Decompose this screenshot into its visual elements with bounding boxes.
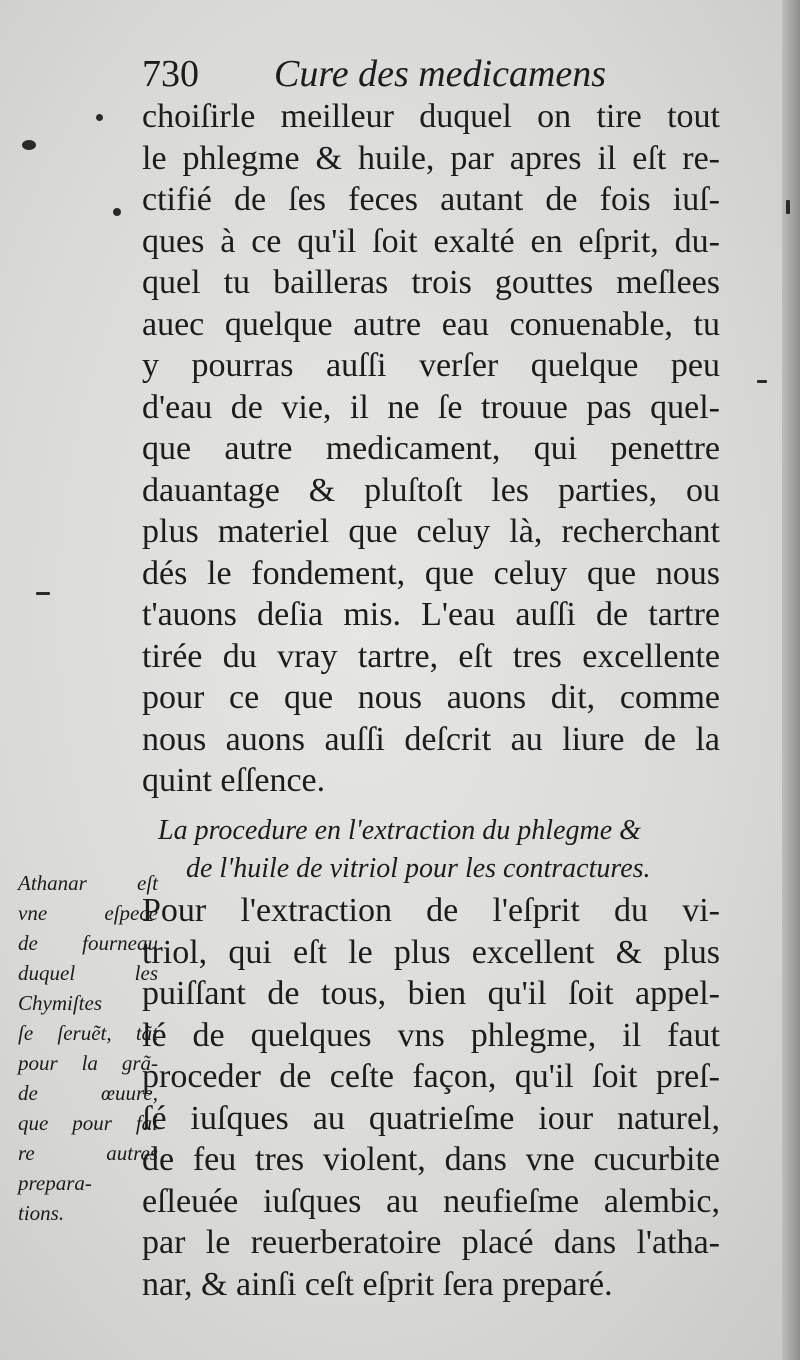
- text-line: dés le fondement, que celuy que nous: [142, 554, 720, 592]
- ink-speck: [113, 208, 121, 216]
- margin-note-line: prepara-: [18, 1171, 92, 1195]
- text-line: lé de quelques vns phlegme, il faut: [142, 1016, 720, 1054]
- section-heading: [158, 812, 718, 888]
- margin-note-line: re autres: [18, 1141, 158, 1165]
- margin-note: [18, 868, 158, 1228]
- text-line: puiſſant de tous, bien qu'il ſoit appel-: [142, 975, 720, 1012]
- text-line: pour ce que nous auons dit, comme: [142, 679, 720, 716]
- page-number: 730: [142, 53, 199, 95]
- text-line: quint eſſence.: [142, 762, 326, 799]
- ink-speck: [786, 200, 790, 214]
- text-line: ctifié de ſes feces autant de fois iuſ-: [142, 181, 720, 218]
- margin-note-line: que pour fai: [18, 1111, 158, 1135]
- text-line: tirée du vray tartre, eſt tres excellente: [142, 637, 720, 675]
- page-edge-shadow: [782, 0, 800, 1360]
- ink-speck: [96, 114, 103, 121]
- margin-note-line: pour la grã-: [18, 1051, 158, 1075]
- margin-note-line: Athanar eſt: [18, 871, 158, 895]
- text-line: quel tu bailleras trois gouttes meſlees: [142, 264, 720, 301]
- margin-note-line: de œuure,: [18, 1081, 158, 1105]
- text-line: nar, & ainſi ceſt eſprit ſera preparé.: [142, 1265, 613, 1303]
- text-line: auec quelque autre eau conuenable, tu: [142, 305, 720, 343]
- heading-line: La procedure en l'extraction du phlegme &: [158, 815, 641, 846]
- margin-note-line: de fourneau: [18, 931, 158, 955]
- margin-note-line: tions.: [18, 1201, 65, 1225]
- text-line: choiſirle meilleur duquel on tire tout: [142, 98, 720, 135]
- second-paragraph: [142, 890, 720, 1305]
- main-paragraph: [142, 96, 720, 802]
- ink-speck: [36, 592, 50, 595]
- text-line: plus materiel que celuy là, recherchant: [142, 513, 720, 550]
- text-line: proceder de ceſte façon, qu'il ſoit preſ-: [142, 1058, 720, 1095]
- text-line: t'auons deſia mis. L'eau auſſi de tartre: [142, 596, 720, 633]
- text-line: que autre medicament, qui penettre: [142, 430, 720, 467]
- margin-note-line: vne eſpece: [18, 901, 158, 925]
- text-line: ſé iuſques au quatrieſme iour naturel,: [142, 1099, 720, 1137]
- text-line: y pourras auſſi verſer quelque peu: [142, 347, 720, 384]
- text-line: de feu tres violent, dans vne cucurbite: [142, 1141, 720, 1178]
- margin-note-line: duquel les: [18, 961, 158, 985]
- text-line: dauantage & pluſtoſt les parties, ou: [142, 471, 720, 509]
- text-line: le phlegme & huile, par apres il eſt re-: [142, 139, 720, 177]
- text-line: ques à ce qu'il ſoit exalté en eſprit, du-: [142, 222, 720, 260]
- margin-note-line: Chymiſtes: [18, 991, 102, 1015]
- text-line: triol, qui eſt le plus excellent & plus: [142, 933, 720, 971]
- heading-line: de l'huile de vitriol pour les contractures.: [186, 853, 651, 884]
- text-line: d'eau de vie, il ne ſe trouue pas quel-: [142, 388, 720, 426]
- ink-speck: [22, 140, 36, 150]
- text-line: Pour l'extraction de l'eſprit du vi-: [142, 892, 720, 929]
- text-line: par le reuerberatoire placé dans l'atha-: [142, 1224, 720, 1261]
- ink-speck: [757, 380, 767, 383]
- margin-note-line: ſe ſeruẽt, tãt: [18, 1021, 158, 1045]
- text-line: nous auons auſſi deſcrit au liure de la: [142, 720, 720, 758]
- running-head: Cure des medicamens: [274, 53, 607, 95]
- text-line: eſleuée iuſques au neufieſme alembic,: [142, 1182, 720, 1220]
